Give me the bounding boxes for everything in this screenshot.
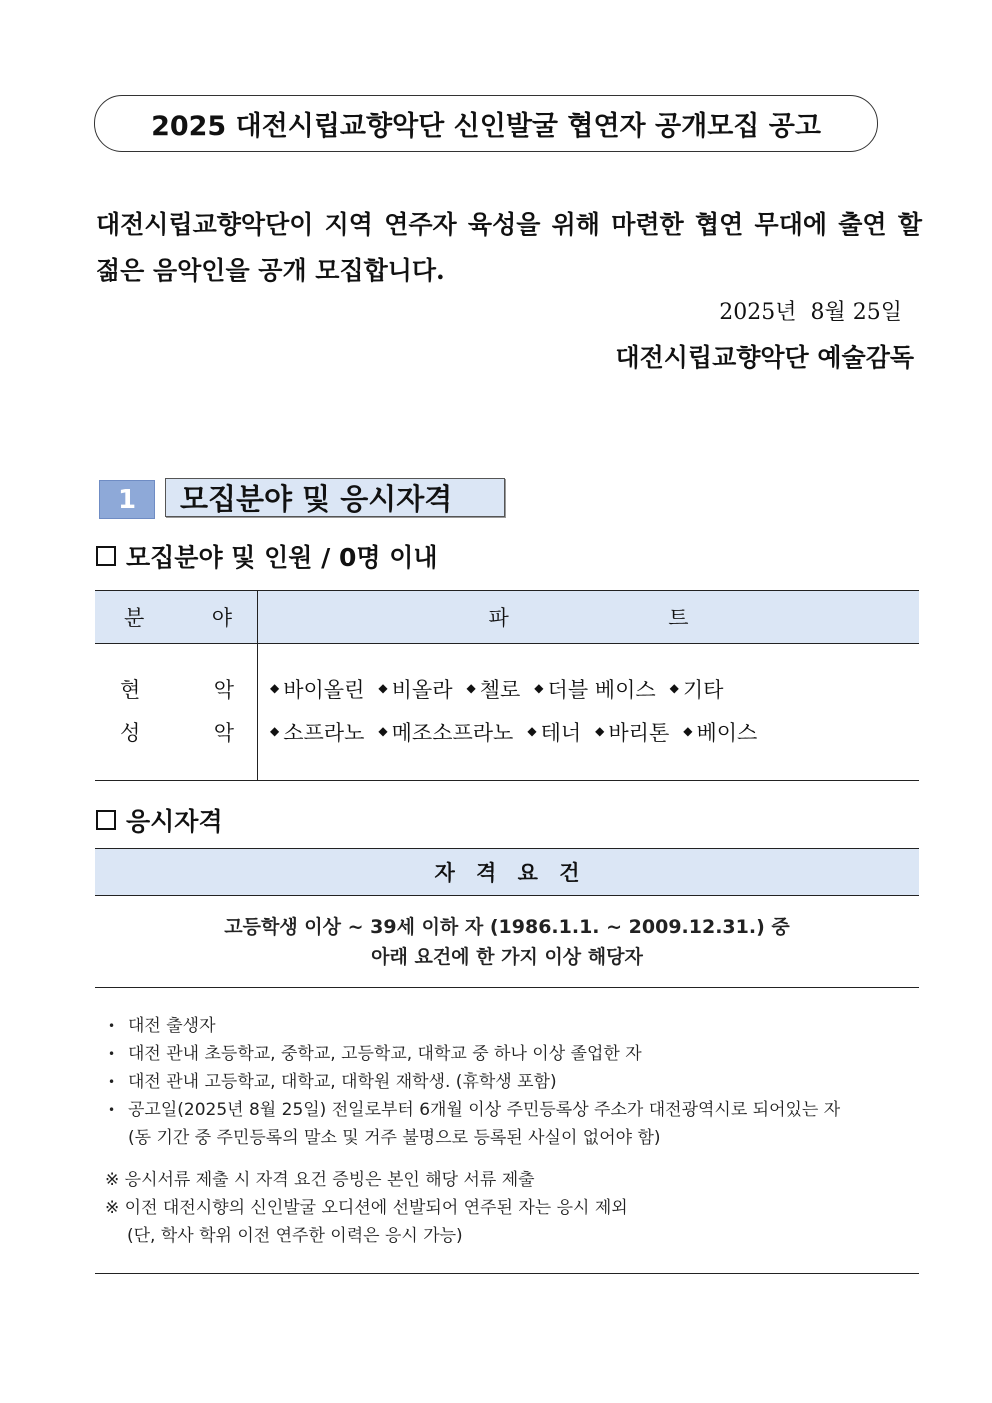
part-label: 기타	[682, 678, 724, 702]
bullet-icon: ◆	[683, 724, 693, 738]
list-item	[108, 1040, 908, 1068]
bullet-icon: ◆	[669, 681, 679, 695]
list-item	[595, 717, 669, 747]
list-item	[378, 717, 513, 747]
note-2: ※ 이전 대전시향의 신인발굴 오디션에 선발되어 연주된 자는 응시 제외	[105, 1198, 628, 1218]
notice-date: 2025년 8월 25일	[719, 300, 902, 325]
list-item-continuation: (동 기간 중 주민등록의 말소 및 거주 불명으로 등록된 사실이 없어야 함)	[128, 1128, 661, 1148]
bullet-icon: ◆	[534, 681, 544, 695]
recruitment-heading	[96, 538, 438, 574]
list-item	[270, 674, 364, 704]
checkbox-icon	[96, 810, 116, 830]
notice-title: 2025 대전시립교향악단 신인발굴 협연자 공개모집 공고	[94, 95, 878, 152]
parts-vocal	[270, 717, 918, 760]
bullet-icon: •	[108, 1019, 116, 1033]
qualification-list	[108, 1012, 908, 1152]
qualification-main	[95, 912, 919, 972]
part-label: 첼로	[479, 678, 521, 702]
recruitment-table	[95, 590, 919, 781]
section-title: 모집분야 및 응시자격	[165, 478, 505, 517]
part-label: 비올라	[391, 678, 453, 702]
bullet-icon: ◆	[270, 681, 280, 695]
intro-line-2: 젊은 음악인을 공개 모집합니다.	[96, 256, 445, 285]
header-part-char-1: 파	[488, 606, 509, 630]
note-1: ※ 응시서류 제출 시 자격 요건 증빙은 본인 해당 서류 제출	[105, 1170, 535, 1190]
bullet-icon: ◆	[595, 724, 605, 738]
qualification-table-header: 자 격 요 건	[95, 848, 919, 896]
bullet-icon: ◆	[378, 724, 388, 738]
header-part-char-2: 트	[668, 606, 689, 630]
parts-cell	[258, 644, 920, 781]
divider	[95, 987, 919, 988]
field-vocal	[96, 717, 256, 760]
bullet-icon: ◆	[378, 681, 388, 695]
bullet-icon: •	[108, 1075, 116, 1089]
intro-line-1: 대전시립교향악단이 지역 연주자 육성을 위해 마련한 협연 무대에 출연 할	[96, 210, 922, 239]
bullet-icon: •	[108, 1103, 116, 1117]
header-field-char-2: 야	[211, 606, 232, 630]
recruitment-heading-text: 모집분야 및 인원 / 0명 이내	[126, 543, 438, 572]
qualification-main-line-2: 아래 요건에 한 가지 이상 해당자	[371, 946, 643, 968]
bullet-icon: ◆	[270, 724, 280, 738]
list-item-text: 공고일(2025년 8월 25일) 전일로부터 6개월 이상 주민등록상 주소가 대전광역시로 되어있는 자	[128, 1100, 841, 1120]
qualification-heading	[96, 802, 223, 838]
divider	[95, 1273, 919, 1274]
field-strings	[96, 674, 256, 717]
bullet-icon: ◆	[527, 724, 537, 738]
section-number-badge: 1	[99, 480, 155, 519]
list-item	[683, 717, 757, 747]
header-field-char-1: 분	[124, 606, 145, 630]
part-label: 메조소프라노	[391, 721, 514, 745]
part-label: 테너	[540, 721, 582, 745]
part-label: 소프라노	[283, 721, 365, 745]
list-item-text: 대전 관내 고등학교, 대학교, 대학원 재학생. (휴학생 포함)	[128, 1072, 557, 1092]
qualification-heading-text: 응시자격	[126, 807, 223, 836]
organization-signature: 대전시립교향악단 예술감독	[615, 343, 914, 372]
bullet-icon: ◆	[466, 681, 476, 695]
field-cell	[95, 644, 258, 781]
list-item-text: 대전 출생자	[128, 1016, 216, 1036]
list-item	[378, 674, 452, 704]
intro-paragraph	[96, 202, 922, 294]
note-2-continuation: (단, 학사 학위 이전 연주한 이력은 응시 가능)	[127, 1226, 463, 1246]
list-item	[534, 674, 655, 704]
list-item	[108, 1012, 908, 1040]
list-item-text: 대전 관내 초등학교, 중학교, 고등학교, 대학교 중 하나 이상 졸업한 자	[128, 1044, 642, 1064]
part-label: 바리톤	[608, 721, 670, 745]
field-char: 성	[120, 721, 141, 745]
part-label: 베이스	[696, 721, 758, 745]
field-char: 악	[213, 678, 234, 702]
list-item	[108, 1068, 908, 1096]
list-item	[527, 717, 581, 747]
parts-strings	[270, 674, 918, 717]
list-item	[108, 1096, 908, 1124]
qualification-main-line-1: 고등학생 이상 ~ 39세 이하 자 (1986.1.1. ~ 2009.12.31.) 중	[224, 916, 790, 938]
part-label: 더블 베이스	[547, 678, 656, 702]
field-char: 악	[213, 721, 234, 745]
list-item	[270, 717, 364, 747]
field-char: 현	[120, 678, 141, 702]
checkbox-icon	[96, 546, 116, 566]
list-item	[466, 674, 520, 704]
header-field	[95, 591, 258, 644]
part-label: 바이올린	[283, 678, 365, 702]
notes	[105, 1166, 905, 1250]
header-part	[258, 591, 920, 644]
list-item	[670, 674, 724, 704]
bullet-icon: •	[108, 1047, 116, 1061]
